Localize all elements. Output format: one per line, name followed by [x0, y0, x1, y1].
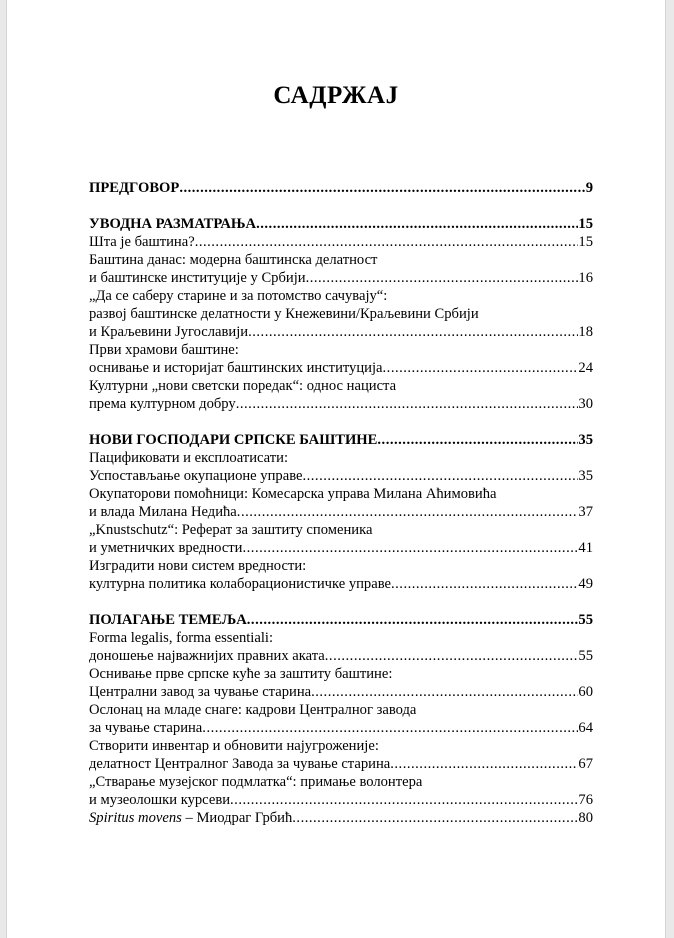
toc-page-number: 41	[578, 540, 593, 556]
toc-page-number: 15	[578, 216, 593, 232]
dot-leader	[302, 467, 578, 485]
toc-label: Успостављање окупационе управе	[89, 468, 303, 484]
toc-entry[interactable]	[89, 269, 593, 287]
toc-page-number: 30	[578, 396, 593, 412]
table-of-contents	[89, 179, 593, 827]
spacer	[89, 197, 593, 215]
toc-label-italic: Spiritus movens	[89, 810, 182, 826]
dot-leader	[311, 683, 578, 701]
dot-leader	[391, 575, 578, 593]
toc-entry[interactable]	[89, 503, 593, 521]
toc-entry-line: Изградити нови систем вредности:	[89, 558, 307, 574]
toc-entry[interactable]	[89, 719, 593, 737]
toc-page-number: 80	[578, 810, 593, 826]
toc-entry[interactable]	[89, 395, 593, 413]
toc-label: и влада Милана Недића	[89, 504, 237, 520]
toc-entry[interactable]	[89, 647, 593, 665]
toc-entry[interactable]	[89, 791, 593, 809]
toc-entry-line: Forma legalis, forma essentiali:	[89, 630, 273, 646]
toc-label	[89, 809, 292, 827]
dot-leader	[377, 431, 578, 449]
toc-label: и уметничких вредности	[89, 540, 243, 556]
spacer	[89, 593, 593, 611]
toc-page-number: 16	[578, 270, 593, 286]
toc-section-heading[interactable]	[89, 431, 593, 449]
toc-page-number: 55	[578, 612, 593, 628]
toc-page-number: 18	[578, 324, 593, 340]
toc-label: делатност Централног Завода за чување старина	[89, 756, 391, 772]
toc-entry-predgovor[interactable]	[89, 179, 593, 197]
toc-entry[interactable]	[89, 809, 593, 827]
dot-leader	[230, 791, 578, 809]
dot-leader	[195, 233, 579, 251]
toc-label: ПОЛАГАЊЕ ТЕМЕЉА	[89, 612, 247, 628]
toc-entry[interactable]	[89, 323, 593, 341]
toc-page-number: 35	[578, 468, 593, 484]
dot-leader	[237, 503, 579, 521]
toc-label: културна политика колаборационистичке управе	[89, 576, 391, 592]
toc-label: НОВИ ГОСПОДАРИ СРПСКЕ БАШТИНЕ	[89, 432, 378, 448]
toc-page-number: 55	[578, 648, 593, 664]
dot-leader	[247, 611, 579, 629]
toc-page-number: 24	[578, 360, 593, 376]
toc-page-number: 60	[578, 684, 593, 700]
toc-entry-line: „Knustschutz“: Реферат за заштиту споменика	[89, 522, 373, 538]
toc-label-rest: – Миодраг Грбић	[181, 810, 293, 826]
dot-leader	[325, 647, 579, 665]
toc-page-number: 76	[578, 792, 593, 808]
toc-page-number: 64	[578, 720, 593, 736]
toc-label: за чување старина	[89, 720, 203, 736]
dot-leader	[390, 755, 578, 773]
toc-entry-line: Први храмови баштине:	[89, 342, 239, 358]
toc-entry[interactable]	[89, 359, 593, 377]
toc-label: доношење најважнијих правних аката	[89, 648, 325, 664]
toc-entry-line: Оснивање прве српске куће за заштиту баштине:	[89, 666, 393, 682]
toc-page-number: 67	[578, 756, 593, 772]
toc-page-number: 37	[578, 504, 593, 520]
toc-entry[interactable]	[89, 539, 593, 557]
toc-label: и музеолошки курсеви	[89, 792, 231, 808]
toc-label: оснивање и историјат баштинских институција	[89, 360, 383, 376]
toc-label: према културном добру	[89, 396, 236, 412]
dot-leader	[256, 215, 578, 233]
dot-leader	[292, 809, 578, 827]
toc-label: Централни завод за чување старина	[89, 684, 312, 700]
toc-entry-line: Ослонац на младе снаге: кадрови Централног завода	[89, 702, 417, 718]
toc-entry-line: Створити инвентар и обновити најугроженије:	[89, 738, 379, 754]
document-page	[6, 0, 666, 938]
toc-entry[interactable]	[89, 233, 593, 251]
spacer	[89, 413, 593, 431]
toc-label: и Краљевини Југославији	[89, 324, 249, 340]
dot-leader	[179, 179, 585, 197]
toc-page-number: 35	[578, 432, 593, 448]
toc-page-number: 9	[585, 180, 593, 196]
dot-leader	[306, 269, 579, 287]
toc-entry[interactable]	[89, 683, 593, 701]
toc-entry-line: Културни „нови светски поредак“: однос нациста	[89, 378, 397, 394]
toc-entry-line: Окупаторови помоћници: Комесарска управа Милана Аћимовића	[89, 486, 497, 502]
toc-entry-line: развој баштинске делатности у Кнежевини/Краљевини Србији	[89, 306, 479, 322]
toc-page-number: 15	[578, 234, 593, 250]
toc-section-heading[interactable]	[89, 611, 593, 629]
toc-label: и баштинске институције у Србији	[89, 270, 306, 286]
toc-entry-line: „Стварање музејског подмлатка“: примање волонтера	[89, 774, 423, 790]
toc-entry[interactable]	[89, 575, 593, 593]
toc-label: Шта је баштина?	[89, 234, 195, 250]
page-title: САДРЖАЈ	[273, 82, 399, 109]
toc-section-heading[interactable]	[89, 215, 593, 233]
dot-leader	[383, 359, 579, 377]
dot-leader	[243, 539, 579, 557]
dot-leader	[248, 323, 578, 341]
toc-page-number: 49	[578, 576, 593, 592]
toc-label: ПРЕДГОВОР	[89, 180, 180, 196]
toc-entry-line: „Да се саберу старине и за потомство сачувају“:	[89, 288, 388, 304]
toc-entry-line: Баштина данас: модерна баштинска делатност	[89, 252, 378, 268]
toc-entry[interactable]	[89, 755, 593, 773]
toc-label: УВОДНА РАЗМАТРАЊА	[89, 216, 257, 232]
dot-leader	[236, 395, 579, 413]
toc-entry-line: Пацификовати и експлоатисати:	[89, 450, 288, 466]
toc-entry[interactable]	[89, 467, 593, 485]
dot-leader	[202, 719, 578, 737]
